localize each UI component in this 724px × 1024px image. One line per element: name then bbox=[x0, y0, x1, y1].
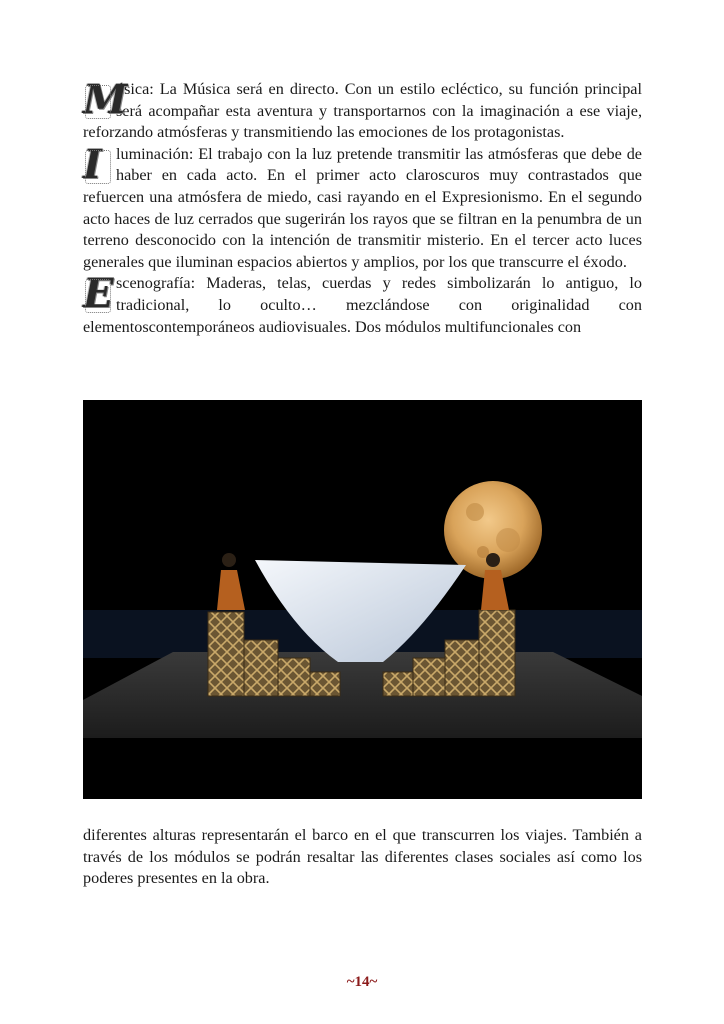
paragraph-musica bbox=[83, 76, 642, 144]
stage-scene-svg bbox=[83, 400, 642, 799]
paragraph-continuation: diferentes alturas representarán el barco en el que transcurren los viajes. También a través de los módulos se podrán resaltar las diferentes clases sociales así como los poderes presentes en la obra. bbox=[83, 826, 642, 888]
body-text-top bbox=[83, 76, 642, 338]
left-figure bbox=[217, 553, 245, 610]
stage-floor bbox=[83, 652, 642, 738]
paragraph-text: scenografía: Maderas, telas, cuerdas y redes simbolizarán lo antiguo, lo tradicional, lo oculto… mezclándose con originalidad con elementoscontemporáneos audiovisuales. Dos módulos multifuncionales con bbox=[83, 274, 642, 336]
paragraph-iluminacion bbox=[83, 140, 642, 274]
drop-cap-e: E bbox=[83, 270, 114, 318]
page-number: ~14~ bbox=[346, 974, 378, 990]
paragraph-text: úsica: La Música será en directo. Con un estilo ecléctico, su función principal será acompañar esta aventura y transportarnos con la imaginación a ese viaje, reforzando atmósferas y transmitiendo las emociones de los protagonistas. bbox=[83, 80, 642, 142]
body-text-bottom bbox=[83, 825, 642, 890]
drop-cap-m: M bbox=[83, 76, 128, 123]
drop-cap-i: I bbox=[83, 146, 113, 186]
paragraph-escenografia bbox=[83, 270, 642, 338]
stage-set-illustration bbox=[83, 400, 642, 799]
paragraph-text: luminación: El trabajo con la luz pretende transmitir las atmósferas que debe de haber en cada acto. En el primer acto claroscuros muy contrastados que refuercen una atmósfera de miedo, casi rayando en el Expresionismo. En el segundo acto haces de luz cerrados que sugerirán los rayos que se filtran en la penumbra de un terreno desconocido con la intención de transmitir misterio. En el tercer acto luces generales que iluminan espacios abiertos y amplios, por los que transcurre el éxodo. bbox=[83, 144, 642, 271]
